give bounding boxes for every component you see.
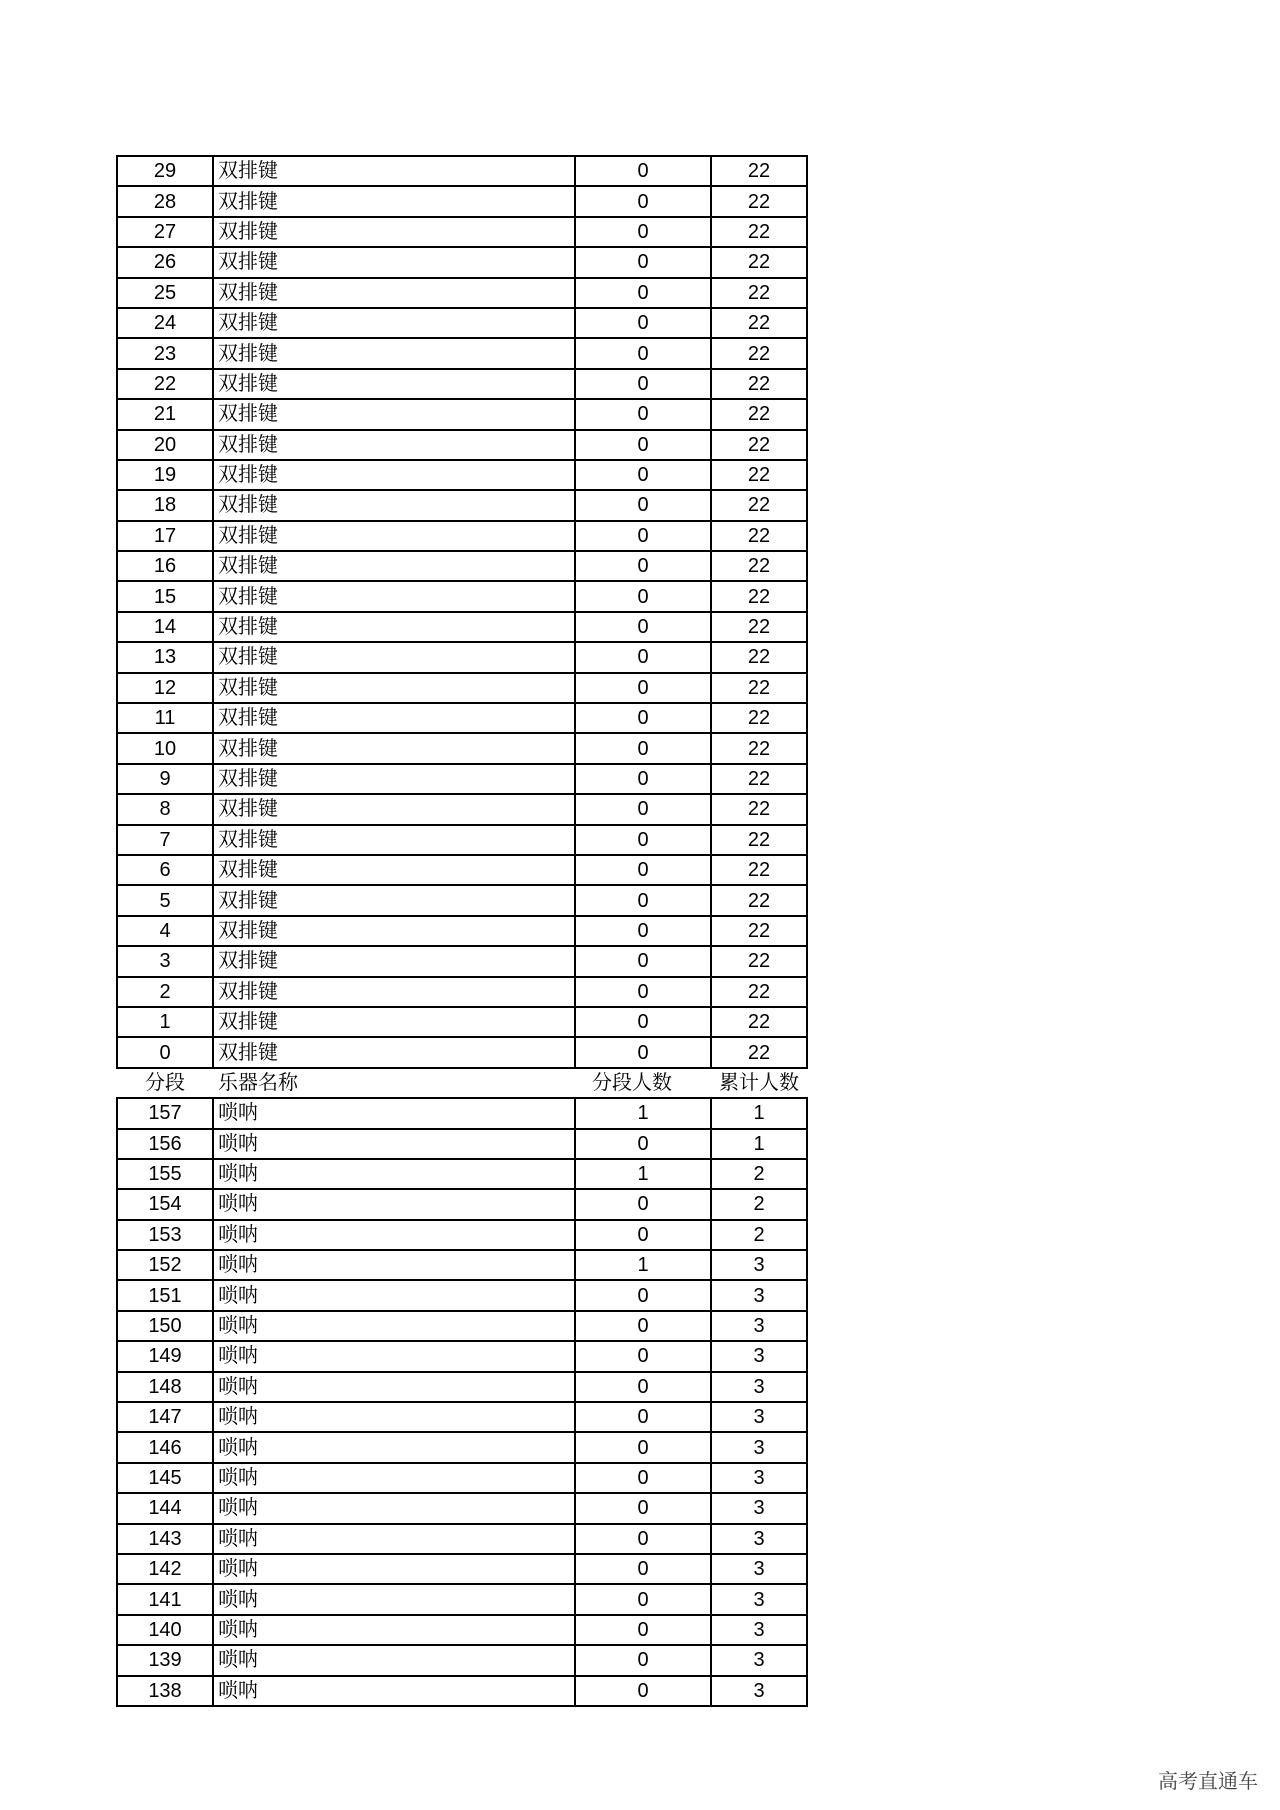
segment-cell: 12 (117, 673, 213, 703)
segment-cell: 6 (117, 855, 213, 885)
cumulative-cell: 3 (711, 1493, 807, 1523)
count-cell: 0 (575, 764, 711, 794)
count-cell: 0 (575, 673, 711, 703)
cumulative-cell: 22 (711, 1037, 807, 1067)
table-body-top (117, 156, 807, 1068)
instrument-cell: 唢呐 (213, 1341, 575, 1371)
table-row (117, 490, 807, 520)
cumulative-cell: 22 (711, 855, 807, 885)
segment-cell: 13 (117, 642, 213, 672)
table-row (117, 1432, 807, 1462)
segment-cell: 140 (117, 1615, 213, 1645)
cumulative-cell: 22 (711, 430, 807, 460)
instrument-cell: 双排键 (213, 430, 575, 460)
instrument-cell: 双排键 (213, 794, 575, 824)
count-cell: 0 (575, 430, 711, 460)
count-cell: 0 (575, 825, 711, 855)
instrument-cell: 双排键 (213, 855, 575, 885)
cumulative-cell: 22 (711, 1007, 807, 1037)
instrument-cell: 双排键 (213, 369, 575, 399)
count-cell: 0 (575, 1615, 711, 1645)
cumulative-cell: 22 (711, 916, 807, 946)
table-row (117, 1007, 807, 1037)
segment-cell: 141 (117, 1584, 213, 1614)
segment-cell: 138 (117, 1676, 213, 1706)
table-row (117, 551, 807, 581)
table-row (117, 1554, 807, 1584)
segment-cell: 10 (117, 733, 213, 763)
count-cell: 0 (575, 1280, 711, 1310)
count-cell: 0 (575, 1311, 711, 1341)
cumulative-cell: 22 (711, 521, 807, 551)
cumulative-cell: 2 (711, 1159, 807, 1189)
segment-cell: 149 (117, 1341, 213, 1371)
segment-cell: 154 (117, 1189, 213, 1219)
table-row (117, 1524, 807, 1554)
count-cell: 0 (575, 1007, 711, 1037)
count-cell: 0 (575, 369, 711, 399)
instrument-cell: 双排键 (213, 733, 575, 763)
segment-cell: 9 (117, 764, 213, 794)
instrument-cell: 双排键 (213, 551, 575, 581)
segment-cell: 139 (117, 1645, 213, 1675)
table-row (117, 521, 807, 551)
instrument-cell: 双排键 (213, 460, 575, 490)
segment-cell: 5 (117, 885, 213, 915)
segment-cell: 22 (117, 369, 213, 399)
cumulative-cell: 22 (711, 794, 807, 824)
instrument-cell: 唢呐 (213, 1645, 575, 1675)
count-cell: 0 (575, 1463, 711, 1493)
instrument-cell: 唢呐 (213, 1554, 575, 1584)
count-cell: 0 (575, 916, 711, 946)
table-row (117, 642, 807, 672)
instrument-cell: 双排键 (213, 247, 575, 277)
table-row (117, 1129, 807, 1159)
segment-cell: 156 (117, 1129, 213, 1159)
cumulative-cell: 22 (711, 338, 807, 368)
segment-cell: 153 (117, 1220, 213, 1250)
cumulative-cell: 3 (711, 1615, 807, 1645)
instrument-cell: 唢呐 (213, 1372, 575, 1402)
table-row (117, 764, 807, 794)
segment-cell: 18 (117, 490, 213, 520)
cumulative-cell: 3 (711, 1250, 807, 1280)
table-row (117, 581, 807, 611)
segment-cell: 3 (117, 946, 213, 976)
header-cumulative-count: 累计人数 (711, 1068, 807, 1098)
cumulative-cell: 22 (711, 642, 807, 672)
instrument-cell: 唢呐 (213, 1432, 575, 1462)
count-cell: 0 (575, 1129, 711, 1159)
table-row (117, 1250, 807, 1280)
segment-cell: 1 (117, 1007, 213, 1037)
table-row (117, 1220, 807, 1250)
table-row (117, 369, 807, 399)
header-segment: 分段 (117, 1068, 213, 1098)
segment-cell: 155 (117, 1159, 213, 1189)
instrument-cell: 双排键 (213, 581, 575, 611)
table-row (117, 186, 807, 216)
instrument-cell: 双排键 (213, 490, 575, 520)
count-cell: 1 (575, 1098, 711, 1128)
count-cell: 0 (575, 338, 711, 368)
instrument-cell: 双排键 (213, 764, 575, 794)
table-row (117, 885, 807, 915)
count-cell: 0 (575, 490, 711, 520)
table-row (117, 1676, 807, 1706)
table-row (117, 855, 807, 885)
segment-cell: 17 (117, 521, 213, 551)
count-cell: 0 (575, 156, 711, 186)
count-cell: 0 (575, 460, 711, 490)
cumulative-cell: 22 (711, 186, 807, 216)
count-cell: 0 (575, 1645, 711, 1675)
count-cell: 0 (575, 1676, 711, 1706)
table-row (117, 1189, 807, 1219)
count-cell: 0 (575, 551, 711, 581)
cumulative-cell: 22 (711, 247, 807, 277)
instrument-cell: 双排键 (213, 399, 575, 429)
segment-cell: 151 (117, 1280, 213, 1310)
count-cell: 0 (575, 1037, 711, 1067)
table-row (117, 338, 807, 368)
count-cell: 0 (575, 1493, 711, 1523)
count-cell: 0 (575, 1524, 711, 1554)
watermark: 高考直通车 (1158, 1771, 1258, 1793)
count-cell: 0 (575, 186, 711, 216)
instrument-cell: 唢呐 (213, 1098, 575, 1128)
count-cell: 0 (575, 885, 711, 915)
table-row (117, 278, 807, 308)
table-row (117, 1037, 807, 1067)
segment-cell: 28 (117, 186, 213, 216)
segment-cell: 29 (117, 156, 213, 186)
count-cell: 0 (575, 1372, 711, 1402)
table-row (117, 1341, 807, 1371)
segment-cell: 146 (117, 1432, 213, 1462)
segment-cell: 143 (117, 1524, 213, 1554)
segment-cell: 157 (117, 1098, 213, 1128)
instrument-cell: 双排键 (213, 977, 575, 1007)
instrument-cell: 双排键 (213, 916, 575, 946)
count-cell: 0 (575, 703, 711, 733)
instrument-cell: 双排键 (213, 217, 575, 247)
instrument-cell: 唢呐 (213, 1524, 575, 1554)
table-row (117, 156, 807, 186)
instrument-cell: 双排键 (213, 642, 575, 672)
table-row (117, 733, 807, 763)
cumulative-cell: 22 (711, 946, 807, 976)
count-cell: 0 (575, 1220, 711, 1250)
table-row (117, 1584, 807, 1614)
segment-cell: 8 (117, 794, 213, 824)
table-row (117, 1463, 807, 1493)
cumulative-cell: 2 (711, 1189, 807, 1219)
cumulative-cell: 3 (711, 1402, 807, 1432)
instrument-cell: 双排键 (213, 673, 575, 703)
cumulative-cell: 3 (711, 1341, 807, 1371)
instrument-cell: 双排键 (213, 703, 575, 733)
count-cell: 0 (575, 733, 711, 763)
segment-cell: 27 (117, 217, 213, 247)
count-cell: 1 (575, 1250, 711, 1280)
instrument-cell: 唢呐 (213, 1129, 575, 1159)
count-cell: 0 (575, 1341, 711, 1371)
cumulative-cell: 22 (711, 612, 807, 642)
table-header-section (117, 1068, 807, 1098)
cumulative-cell: 22 (711, 764, 807, 794)
instrument-cell: 唢呐 (213, 1220, 575, 1250)
table-row (117, 612, 807, 642)
instrument-cell: 双排键 (213, 1007, 575, 1037)
instrument-cell: 唢呐 (213, 1584, 575, 1614)
table-row (117, 1098, 807, 1128)
instrument-cell: 唢呐 (213, 1463, 575, 1493)
table-row (117, 1402, 807, 1432)
table-row (117, 1311, 807, 1341)
instrument-cell: 双排键 (213, 946, 575, 976)
count-cell: 0 (575, 855, 711, 885)
segment-cell: 25 (117, 278, 213, 308)
instrument-cell: 双排键 (213, 186, 575, 216)
segment-cell: 142 (117, 1554, 213, 1584)
instrument-cell: 双排键 (213, 521, 575, 551)
cumulative-cell: 3 (711, 1432, 807, 1462)
cumulative-cell: 22 (711, 490, 807, 520)
cumulative-cell: 22 (711, 825, 807, 855)
segment-cell: 145 (117, 1463, 213, 1493)
count-cell: 0 (575, 977, 711, 1007)
table-row (117, 673, 807, 703)
instrument-cell: 唢呐 (213, 1280, 575, 1310)
segment-cell: 0 (117, 1037, 213, 1067)
instrument-cell: 唢呐 (213, 1311, 575, 1341)
table-row (117, 247, 807, 277)
instrument-cell: 唢呐 (213, 1493, 575, 1523)
segment-cell: 15 (117, 581, 213, 611)
table-row (117, 977, 807, 1007)
segment-cell: 147 (117, 1402, 213, 1432)
segment-cell: 16 (117, 551, 213, 581)
cumulative-cell: 3 (711, 1463, 807, 1493)
instrument-cell: 双排键 (213, 825, 575, 855)
segment-cell: 152 (117, 1250, 213, 1280)
instrument-cell: 双排键 (213, 156, 575, 186)
cumulative-cell: 22 (711, 308, 807, 338)
count-cell: 0 (575, 1402, 711, 1432)
instrument-cell: 唢呐 (213, 1676, 575, 1706)
instrument-cell: 双排键 (213, 338, 575, 368)
cumulative-cell: 22 (711, 217, 807, 247)
cumulative-cell: 22 (711, 369, 807, 399)
count-cell: 0 (575, 612, 711, 642)
count-cell: 0 (575, 642, 711, 672)
segment-cell: 19 (117, 460, 213, 490)
segment-cell: 14 (117, 612, 213, 642)
cumulative-cell: 22 (711, 551, 807, 581)
segment-cell: 7 (117, 825, 213, 855)
table-row (117, 217, 807, 247)
instrument-cell: 唢呐 (213, 1615, 575, 1645)
table-row (117, 703, 807, 733)
count-cell: 0 (575, 1189, 711, 1219)
count-cell: 0 (575, 1432, 711, 1462)
cumulative-cell: 3 (711, 1372, 807, 1402)
count-cell: 0 (575, 308, 711, 338)
instrument-cell: 唢呐 (213, 1402, 575, 1432)
cumulative-cell: 22 (711, 156, 807, 186)
table-row (117, 825, 807, 855)
instrument-cell: 双排键 (213, 308, 575, 338)
table-row (117, 460, 807, 490)
cumulative-cell: 3 (711, 1554, 807, 1584)
table-row (117, 1493, 807, 1523)
segment-cell: 150 (117, 1311, 213, 1341)
instrument-cell: 唢呐 (213, 1189, 575, 1219)
instrument-cell: 唢呐 (213, 1159, 575, 1189)
table-row (117, 1159, 807, 1189)
instrument-cell: 唢呐 (213, 1250, 575, 1280)
header-row (117, 1068, 807, 1098)
segment-cell: 20 (117, 430, 213, 460)
cumulative-cell: 2 (711, 1220, 807, 1250)
cumulative-cell: 22 (711, 460, 807, 490)
count-cell: 0 (575, 1584, 711, 1614)
segment-cell: 148 (117, 1372, 213, 1402)
cumulative-cell: 22 (711, 885, 807, 915)
table-row (117, 1280, 807, 1310)
cumulative-cell: 1 (711, 1129, 807, 1159)
cumulative-cell: 22 (711, 673, 807, 703)
table-row (117, 399, 807, 429)
table-body-bottom (117, 1098, 807, 1706)
cumulative-cell: 3 (711, 1676, 807, 1706)
segment-cell: 144 (117, 1493, 213, 1523)
header-segment-count: 分段人数 (575, 1068, 711, 1098)
instrument-cell: 双排键 (213, 612, 575, 642)
cumulative-cell: 3 (711, 1584, 807, 1614)
score-table (116, 155, 808, 1707)
segment-cell: 11 (117, 703, 213, 733)
count-cell: 0 (575, 399, 711, 429)
cumulative-cell: 22 (711, 399, 807, 429)
count-cell: 0 (575, 946, 711, 976)
segment-cell: 24 (117, 308, 213, 338)
count-cell: 0 (575, 247, 711, 277)
table-row (117, 1372, 807, 1402)
instrument-cell: 双排键 (213, 278, 575, 308)
cumulative-cell: 22 (711, 977, 807, 1007)
segment-cell: 23 (117, 338, 213, 368)
segment-cell: 21 (117, 399, 213, 429)
cumulative-cell: 3 (711, 1524, 807, 1554)
instrument-cell: 双排键 (213, 885, 575, 915)
instrument-cell: 双排键 (213, 1037, 575, 1067)
cumulative-cell: 22 (711, 278, 807, 308)
table-row (117, 1615, 807, 1645)
cumulative-cell: 3 (711, 1645, 807, 1675)
table-row (117, 308, 807, 338)
table-row (117, 916, 807, 946)
count-cell: 0 (575, 794, 711, 824)
cumulative-cell: 1 (711, 1098, 807, 1128)
count-cell: 0 (575, 581, 711, 611)
segment-cell: 2 (117, 977, 213, 1007)
count-cell: 0 (575, 217, 711, 247)
count-cell: 0 (575, 278, 711, 308)
cumulative-cell: 3 (711, 1280, 807, 1310)
segment-cell: 26 (117, 247, 213, 277)
cumulative-cell: 3 (711, 1311, 807, 1341)
count-cell: 1 (575, 1159, 711, 1189)
table-row (117, 430, 807, 460)
segment-cell: 4 (117, 916, 213, 946)
table-row (117, 1645, 807, 1675)
cumulative-cell: 22 (711, 581, 807, 611)
cumulative-cell: 22 (711, 733, 807, 763)
count-cell: 0 (575, 521, 711, 551)
table-row (117, 794, 807, 824)
count-cell: 0 (575, 1554, 711, 1584)
table-row (117, 946, 807, 976)
cumulative-cell: 22 (711, 703, 807, 733)
header-instrument-name: 乐器名称 (213, 1068, 575, 1098)
